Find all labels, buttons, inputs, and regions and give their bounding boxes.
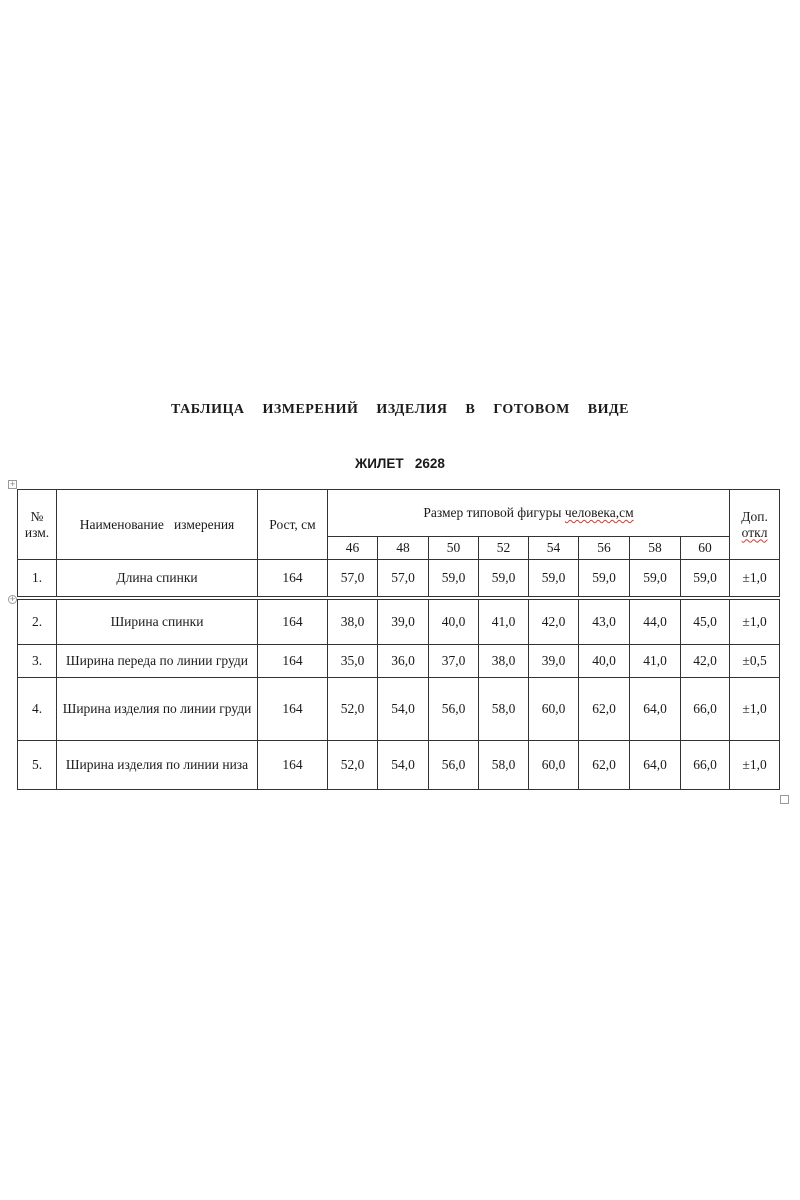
table-row (18, 741, 780, 790)
row-value: 54,0 (378, 741, 429, 790)
row-name: Ширина изделия по линии низа (57, 741, 258, 790)
size-header-cell: 48 (378, 537, 429, 560)
row-value: 40,0 (429, 600, 479, 645)
insert-row-plus-icon[interactable]: + (9, 595, 16, 603)
row-name: Ширина спинки (57, 600, 258, 645)
row-name: Ширина изделия по линии груди (57, 678, 258, 741)
table-row (18, 645, 780, 678)
row-name: Ширина переда по линии груди (57, 645, 258, 678)
size-header-cell: 56 (579, 537, 630, 560)
row-value: 39,0 (529, 645, 579, 678)
row-value: 64,0 (630, 741, 681, 790)
row-value: 66,0 (681, 741, 730, 790)
row-value: 56,0 (429, 678, 479, 741)
row-value: 44,0 (630, 600, 681, 645)
size-header-cell: 50 (429, 537, 479, 560)
row-height: 164 (258, 600, 328, 645)
row-num: 1. (18, 560, 57, 597)
row-value: 45,0 (681, 600, 730, 645)
header-sizes: Размер типовой фигуры человека,см (328, 490, 730, 537)
row-value: 56,0 (429, 741, 479, 790)
row-tolerance: ±0,5 (730, 645, 780, 678)
row-num: 4. (18, 678, 57, 741)
row-value: 59,0 (479, 560, 529, 597)
row-value: 60,0 (529, 678, 579, 741)
header-num: № изм. (18, 490, 57, 560)
row-value: 52,0 (328, 678, 378, 741)
row-tolerance: ±1,0 (730, 678, 780, 741)
row-height: 164 (258, 645, 328, 678)
row-height: 164 (258, 741, 328, 790)
header-name: Наименование измерения (57, 490, 258, 560)
header-height: Рост, см (258, 490, 328, 560)
size-header-cell: 52 (479, 537, 529, 560)
table-row (18, 600, 780, 645)
row-tolerance: ±1,0 (730, 560, 780, 597)
product-subtitle: ЖИЛЕТ 2628 (355, 456, 445, 471)
measurement-table (17, 489, 780, 790)
row-num: 3. (18, 645, 57, 678)
table-resize-handle-icon[interactable] (780, 795, 789, 804)
row-name: Длина спинки (57, 560, 258, 597)
row-height: 164 (258, 678, 328, 741)
row-value: 59,0 (529, 560, 579, 597)
row-value: 54,0 (378, 678, 429, 741)
row-num: 5. (18, 741, 57, 790)
row-value: 66,0 (681, 678, 730, 741)
row-value: 64,0 (630, 678, 681, 741)
row-value: 58,0 (479, 741, 529, 790)
row-value: 39,0 (378, 600, 429, 645)
size-header-cell: 54 (529, 537, 579, 560)
row-value: 42,0 (529, 600, 579, 645)
header-row (18, 490, 780, 537)
size-header-cell: 60 (681, 537, 730, 560)
table-row (18, 678, 780, 741)
row-value: 42,0 (681, 645, 730, 678)
size-header-cell: 58 (630, 537, 681, 560)
header-tolerance: Доп. откл (730, 490, 780, 560)
row-value: 41,0 (479, 600, 529, 645)
spellcheck-underlined-text: человека,см (564, 505, 634, 520)
row-tolerance: ±1,0 (730, 600, 780, 645)
row-value: 57,0 (328, 560, 378, 597)
row-value: 36,0 (378, 645, 429, 678)
row-value: 58,0 (479, 678, 529, 741)
row-tolerance: ±1,0 (730, 741, 780, 790)
table-row (18, 560, 780, 597)
row-value: 57,0 (378, 560, 429, 597)
row-value: 62,0 (579, 741, 630, 790)
row-value: 38,0 (479, 645, 529, 678)
row-value: 52,0 (328, 741, 378, 790)
size-header-cell: 46 (328, 537, 378, 560)
row-value: 35,0 (328, 645, 378, 678)
row-value: 41,0 (630, 645, 681, 678)
row-value: 60,0 (529, 741, 579, 790)
row-value: 37,0 (429, 645, 479, 678)
row-value: 59,0 (579, 560, 630, 597)
table-move-handle-icon[interactable]: + (9, 480, 16, 488)
page-title: ТАБЛИЦА ИЗМЕРЕНИЙ ИЗДЕЛИЯ В ГОТОВОМ ВИДЕ (171, 402, 629, 417)
row-value: 59,0 (630, 560, 681, 597)
row-value: 59,0 (429, 560, 479, 597)
spellcheck-underlined-text: откл (741, 524, 768, 540)
row-value: 40,0 (579, 645, 630, 678)
row-value: 38,0 (328, 600, 378, 645)
row-height: 164 (258, 560, 328, 597)
row-value: 59,0 (681, 560, 730, 597)
row-value: 43,0 (579, 600, 630, 645)
row-value: 62,0 (579, 678, 630, 741)
row-num: 2. (18, 600, 57, 645)
